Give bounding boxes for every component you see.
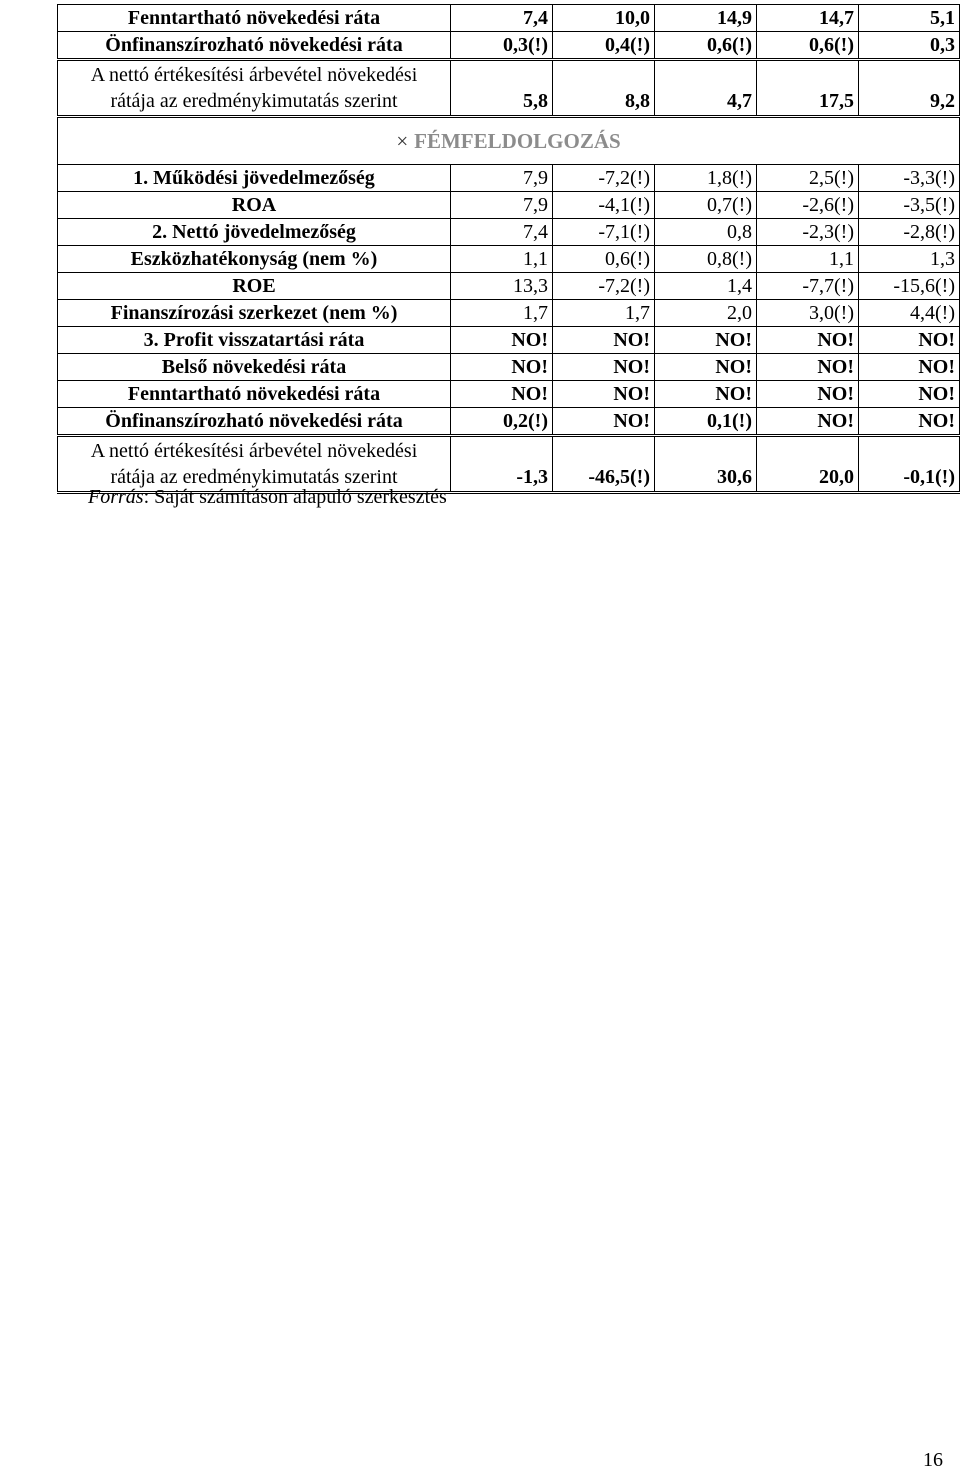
- cell-value: 0,3: [859, 32, 960, 60]
- cell-value: 0,1(!): [655, 408, 757, 436]
- cell-value: 5,8: [451, 60, 553, 117]
- cell-value: -3,5(!): [859, 192, 960, 219]
- cell-value: NO!: [757, 327, 859, 354]
- cell-value: -7,2(!): [553, 165, 655, 192]
- table-row: [58, 60, 960, 117]
- source-prefix: Forrás: [88, 486, 144, 508]
- cell-value: -2,6(!): [757, 192, 859, 219]
- cell-value: -1,3: [451, 436, 553, 493]
- cell-value: NO!: [553, 408, 655, 436]
- section-header-row: [58, 117, 960, 165]
- row-label: [58, 60, 451, 117]
- cell-value: 0,2(!): [451, 408, 553, 436]
- cell-value: 1,3: [859, 246, 960, 273]
- cell-value: -46,5(!): [553, 436, 655, 493]
- indicator-table: [57, 4, 960, 494]
- cell-value: NO!: [859, 354, 960, 381]
- cell-value: 7,4: [451, 219, 553, 246]
- cell-value: NO!: [757, 354, 859, 381]
- cell-value: NO!: [553, 354, 655, 381]
- cell-value: -2,8(!): [859, 219, 960, 246]
- cell-value: 10,0: [553, 5, 655, 32]
- cell-value: -4,1(!): [553, 192, 655, 219]
- cell-value: 1,7: [451, 300, 553, 327]
- row-label: Fenntartható növekedési ráta: [58, 5, 451, 32]
- cell-value: 4,4(!): [859, 300, 960, 327]
- cell-value: 9,2: [859, 60, 960, 117]
- cell-value: -7,1(!): [553, 219, 655, 246]
- cell-value: 1,4: [655, 273, 757, 300]
- cell-value: 0,7(!): [655, 192, 757, 219]
- cross-icon: ×: [396, 129, 409, 153]
- table-row: [58, 381, 960, 408]
- cell-value: NO!: [451, 354, 553, 381]
- cell-value: NO!: [757, 381, 859, 408]
- row-label-line: A nettó értékesítési árbevétel növekedési: [90, 440, 418, 462]
- cell-value: 7,4: [451, 5, 553, 32]
- row-label-line: rátája az eredménykimutatás szerint: [110, 90, 398, 112]
- cell-value: -7,2(!): [553, 273, 655, 300]
- cell-value: 0,6(!): [655, 32, 757, 60]
- cell-value: 17,5: [757, 60, 859, 117]
- cell-value: 5,1: [859, 5, 960, 32]
- table-row: [58, 165, 960, 192]
- table-row: [58, 219, 960, 246]
- row-label: Önfinanszírozható növekedési ráta: [58, 408, 451, 436]
- row-label: Fenntartható növekedési ráta: [58, 381, 451, 408]
- cell-value: -3,3(!): [859, 165, 960, 192]
- cell-value: 7,9: [451, 192, 553, 219]
- cell-value: -15,6(!): [859, 273, 960, 300]
- table-row: [58, 192, 960, 219]
- cell-value: NO!: [553, 327, 655, 354]
- cell-value: NO!: [859, 408, 960, 436]
- cell-value: 1,1: [451, 246, 553, 273]
- cell-value: 0,8(!): [655, 246, 757, 273]
- cell-value: 14,9: [655, 5, 757, 32]
- cell-value: 8,8: [553, 60, 655, 117]
- cell-value: 3,0(!): [757, 300, 859, 327]
- cell-value: NO!: [859, 381, 960, 408]
- cell-value: NO!: [757, 408, 859, 436]
- cell-value: 30,6: [655, 436, 757, 493]
- cell-value: 4,7: [655, 60, 757, 117]
- table-row: [58, 327, 960, 354]
- cell-value: 2,0: [655, 300, 757, 327]
- row-label: 2. Nettó jövedelmezőség: [58, 219, 451, 246]
- page-number: 16: [923, 1449, 943, 1471]
- cell-value: NO!: [451, 381, 553, 408]
- cell-value: NO!: [655, 381, 757, 408]
- cell-value: 0,3(!): [451, 32, 553, 60]
- table-row: [58, 354, 960, 381]
- cell-value: 1,8(!): [655, 165, 757, 192]
- row-label: [58, 436, 451, 493]
- cell-value: NO!: [553, 381, 655, 408]
- cell-value: 7,9: [451, 165, 553, 192]
- cell-value: NO!: [655, 354, 757, 381]
- table-row: [58, 5, 960, 32]
- row-label: ROE: [58, 273, 451, 300]
- table-row: [58, 300, 960, 327]
- cell-value: -7,7(!): [757, 273, 859, 300]
- cell-value: 13,3: [451, 273, 553, 300]
- row-label-line: rátája az eredménykimutatás szerint: [110, 466, 398, 488]
- table-row: [58, 246, 960, 273]
- cell-value: 2,5(!): [757, 165, 859, 192]
- source-text: : Saját számításon alapuló szerkesztés: [143, 486, 447, 508]
- cell-value: 0,6(!): [757, 32, 859, 60]
- source-note: [88, 486, 447, 509]
- cell-value: -2,3(!): [757, 219, 859, 246]
- cell-value: 0,8: [655, 219, 757, 246]
- cell-value: 20,0: [757, 436, 859, 493]
- table-row: [58, 273, 960, 300]
- cell-value: 1,1: [757, 246, 859, 273]
- section-title: [58, 117, 960, 165]
- row-label: Eszközhatékonyság (nem %): [58, 246, 451, 273]
- table-row: [58, 408, 960, 436]
- cell-value: 0,6(!): [553, 246, 655, 273]
- row-label: 3. Profit visszatartási ráta: [58, 327, 451, 354]
- row-label: Önfinanszírozható növekedési ráta: [58, 32, 451, 60]
- cell-value: 0,4(!): [553, 32, 655, 60]
- row-label: Finanszírozási szerkezet (nem %): [58, 300, 451, 327]
- cell-value: 14,7: [757, 5, 859, 32]
- row-label: 1. Működési jövedelmezőség: [58, 165, 451, 192]
- row-label: ROA: [58, 192, 451, 219]
- table-row: [58, 32, 960, 60]
- cell-value: NO!: [859, 327, 960, 354]
- cell-value: -0,1(!): [859, 436, 960, 493]
- cell-value: NO!: [451, 327, 553, 354]
- cell-value: 1,7: [553, 300, 655, 327]
- row-label: Belső növekedési ráta: [58, 354, 451, 381]
- row-label-line: A nettó értékesítési árbevétel növekedési: [90, 64, 418, 86]
- section-title-text: FÉMFELDOLGOZÁS: [414, 129, 621, 153]
- cell-value: NO!: [655, 327, 757, 354]
- table-row: [58, 436, 960, 493]
